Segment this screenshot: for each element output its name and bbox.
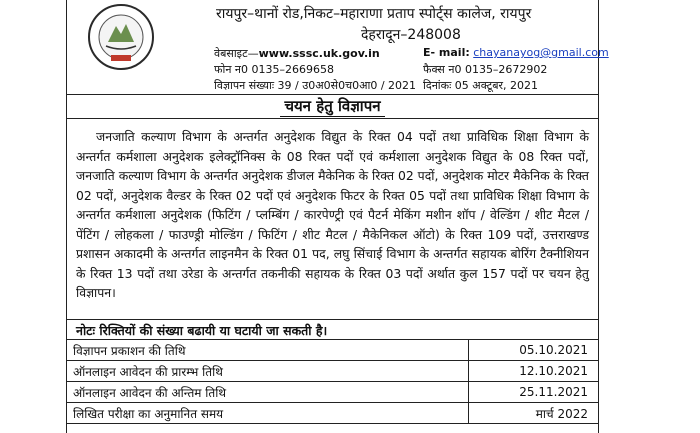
phone-number: फोन न0 0135–2669658 bbox=[214, 63, 335, 76]
emblem-logo-icon bbox=[86, 2, 156, 72]
website-row bbox=[214, 46, 380, 61]
page-title: चयन हेतु विज्ञापन bbox=[280, 96, 384, 117]
address-line-2: देहरादून–248008 bbox=[361, 27, 461, 43]
address-line-1: रायपुर–थानों रोड,निकट–महाराणा प्रताप स्पोर्ट्स कालेज, रायपुर bbox=[216, 6, 532, 22]
email-row bbox=[423, 46, 609, 59]
table-cell-label: विज्ञापन प्रकाशन की तिथि bbox=[67, 340, 469, 361]
website-label: वेबसाइट— bbox=[214, 47, 259, 60]
table-cell-value: 25.11.2021 bbox=[469, 382, 599, 403]
table-cell-value: मार्च 2022 bbox=[469, 403, 599, 424]
table-cell-value: 12.10.2021 bbox=[469, 361, 599, 382]
fax-number: फैक्स न0 0135–2672902 bbox=[423, 63, 548, 76]
notice-number: विज्ञापन संख्याः 39 / उ0अ0से0च0आ0 / 2021 bbox=[214, 79, 417, 92]
table-cell-label: ऑनलाइन आवेदन की अन्तिम तिथि bbox=[67, 382, 469, 403]
email-link[interactable]: chayanayog@gmail.com bbox=[473, 46, 609, 59]
title-container bbox=[66, 96, 599, 117]
vacancy-note: नोटः रिक्तियों की संख्या बढायी या घटायी जा सकती है। bbox=[76, 323, 328, 338]
table-row bbox=[67, 382, 599, 403]
table-row bbox=[67, 340, 599, 361]
email-label: E- mail: bbox=[423, 46, 470, 59]
website-link[interactable]: www.sssc.uk.gov.in bbox=[258, 47, 380, 60]
letterhead bbox=[66, 0, 609, 95]
table-cell-label: लिखित परीक्षा का अनुमानित समय bbox=[67, 403, 469, 424]
notice-date: दिनांकः 05 अक्टूबर, 2021 bbox=[423, 79, 539, 92]
table-cell-value: 05.10.2021 bbox=[469, 340, 599, 361]
body-box bbox=[66, 118, 599, 320]
table-cell-label: ऑनलाइन आवेदन की प्रारम्भ तिथि bbox=[67, 361, 469, 382]
table-row bbox=[67, 361, 599, 382]
schedule-table bbox=[66, 339, 599, 424]
advertisement-text: जनजाति कल्याण विभाग के अन्तर्गत अनुदेशक विद्युत के रिक्त 04 पदों तथा प्राविधिक शिक्षा विभाग के अन्तर्गत कर्मशाला अनुदेशक इलेक्ट्रॉनिक्स के 08 रिक्त पदों एवं कर्मशाला अनुदेशक विद्युत के 08 रिक्त पदों, जनजाति कल्याण विभाग के अन्तर्गत अनुदेशक डीजल मैकेनिक के रिक्त 02 पदों, अनुदेशक मोटर मैकेनिक के रिक्त 02 पदों, अनुदेशक वैल्डर के रिक्त 02 पदों एवं अनुदेशक फिटर के रिक्त 05 पदों तथा प्राविधिक शिक्षा विभाग के अन्तर्गत कर्मशाला अनुदेशक (फिटिंग / प्लम्बिंग / कारपेण्ट्री एवं पैटर्न मेकिंग मशीन शॉप / वेल्डिंग / शीट मैटल / पेंटिंग / लोहकला / फाउण्ड्री मोल्डिंग / फिटिंग / शीट मैटल / मैकेनिकल ऑटो) के रिक्त 109 पदों, उत्तराखण्ड प्रशासन अकादमी के अन्तर्गत लाइनमैन के रिक्त 01 पद, लघु सिंचाई विभाग के अन्तर्गत सहायक बोरिंग टैक्नीशियन के रिक्त 13 पदों तथा उरेडा के अन्तर्गत तकनीकी सहायक के रिक्त 03 पदों अर्थात कुल 157 पदों पर चयन हेतु विज्ञापन। bbox=[76, 129, 589, 300]
table-row bbox=[67, 403, 599, 424]
